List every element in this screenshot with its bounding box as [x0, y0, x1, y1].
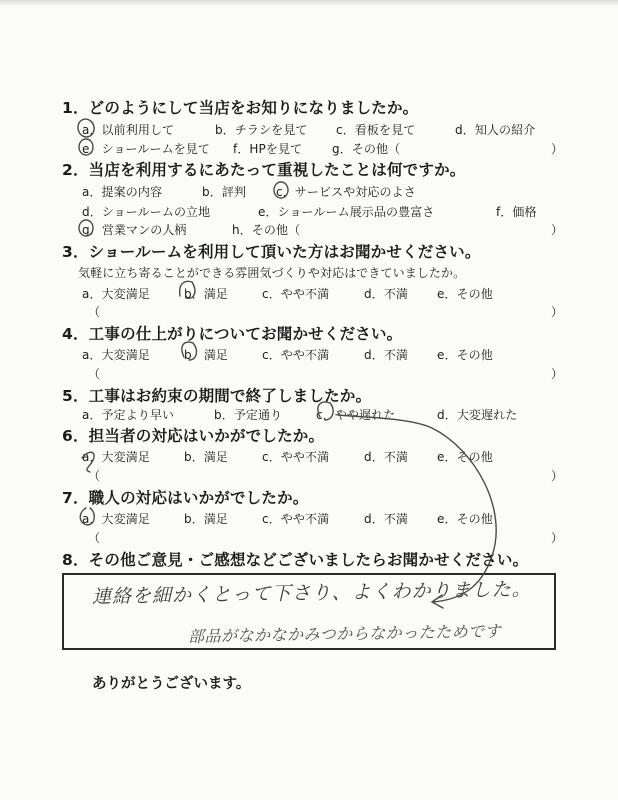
- question-2-title: 2．当店を利用するにあたって重視したことは何ですか。: [62, 161, 466, 179]
- q2-option-g: g．営業マンの人柄: [82, 223, 187, 237]
- q1-option-c: c．看板を見て: [336, 123, 416, 137]
- question-7-title: 7．職人の対応はいかがでしたか。: [62, 489, 309, 507]
- q3-option-c: c．やや不満: [262, 287, 330, 301]
- q6-option-b: b．満足: [184, 450, 229, 464]
- q2-paren-close: ）: [551, 223, 564, 237]
- q4-paren-close: ）: [551, 367, 564, 381]
- q4-option-e: e．その他: [437, 348, 493, 362]
- scan-edge-shadow: [0, 0, 618, 6]
- q4-option-d: d．不満: [364, 348, 409, 362]
- q1-option-g: g．その他（: [332, 142, 401, 156]
- q6-paren-open: （: [88, 469, 101, 483]
- question-4-title: 4．工事の仕上がりについてお聞かせください。: [62, 325, 403, 343]
- q7-paren-close: ）: [551, 531, 564, 545]
- question-3-title: 3．ショールームを利用して頂いた方はお聞かせください。: [62, 243, 481, 261]
- q3-paren-close: ）: [551, 305, 564, 319]
- q5-option-c: c．やや遅れた: [316, 408, 396, 422]
- q6-paren-close: ）: [551, 469, 564, 483]
- q5-option-a: a．予定より早い: [82, 408, 175, 422]
- q7-option-c: c．やや不満: [262, 512, 330, 526]
- handwritten-comment-line-2: 部品がなかなかみつからなかったためです: [187, 621, 502, 646]
- q3-option-a: a．大変満足: [82, 287, 150, 301]
- q7-option-b: b．満足: [184, 512, 229, 526]
- q2-option-d: d．ショールームの立地: [82, 205, 211, 219]
- q2-option-a: a．提案の内容: [82, 185, 163, 199]
- q4-option-c: c．やや不満: [262, 348, 330, 362]
- q4-option-b: b．満足: [184, 348, 229, 362]
- q5-option-b: b．予定通り: [214, 408, 283, 422]
- q7-option-d: d．不満: [364, 512, 409, 526]
- q1-option-a: a．以前利用して: [82, 123, 175, 137]
- q1-option-d: d．知人の紹介: [455, 123, 536, 137]
- question-6-title: 6．担当者の対応はいかがでしたか。: [62, 427, 325, 445]
- q1-option-b: b．チラシを見て: [215, 123, 308, 137]
- question-5-title: 5．工事はお約束の期間で終了しましたか。: [62, 387, 372, 405]
- q2-option-h: h．その他（: [232, 223, 301, 237]
- q3-option-e: e．その他: [437, 287, 493, 301]
- q2-option-e: e．ショールーム展示品の豊富さ: [258, 205, 435, 219]
- q7-option-a: a．大変満足: [82, 512, 150, 526]
- q2-option-f: f．価格: [496, 205, 537, 219]
- closing-thanks: ありがとうございます。: [92, 676, 251, 692]
- q1-paren-close: ）: [551, 142, 564, 156]
- q7-option-e: e．その他: [437, 512, 493, 526]
- question-1-title: 1．どのようにして当店をお知りになりましたか。: [62, 99, 419, 117]
- q3-paren-open: （: [88, 305, 101, 319]
- q2-option-c: c．サービスや対応のよさ: [276, 185, 416, 199]
- q4-option-a: a．大変満足: [82, 348, 150, 362]
- q6-option-a: a．大変満足: [82, 450, 150, 464]
- q7-paren-open: （: [88, 531, 101, 545]
- q6-option-d: d．不満: [364, 450, 409, 464]
- question-8-title: 8．その他ご意見・ご感想などございましたらお聞かせください。: [62, 551, 529, 569]
- question-3-subtitle: 気軽に立ち寄ることができる雰囲気づくりや対応はできていましたか。: [78, 266, 466, 280]
- handwritten-comment-line-1: 連絡を細かくとって下さり、よくわかりました。: [91, 578, 532, 608]
- q3-option-d: d．不満: [364, 287, 409, 301]
- q4-paren-open: （: [88, 367, 101, 381]
- q1-option-f: f．HPを見て: [233, 142, 303, 156]
- q5-option-d: d．大変遅れた: [437, 408, 518, 422]
- q1-option-e: e．ショールームを見て: [82, 142, 211, 156]
- q2-option-b: b．評判: [202, 185, 247, 199]
- q3-option-b: b．満足: [184, 287, 229, 301]
- q6-option-e: e．その他: [437, 450, 493, 464]
- q6-option-c: c．やや不満: [262, 450, 330, 464]
